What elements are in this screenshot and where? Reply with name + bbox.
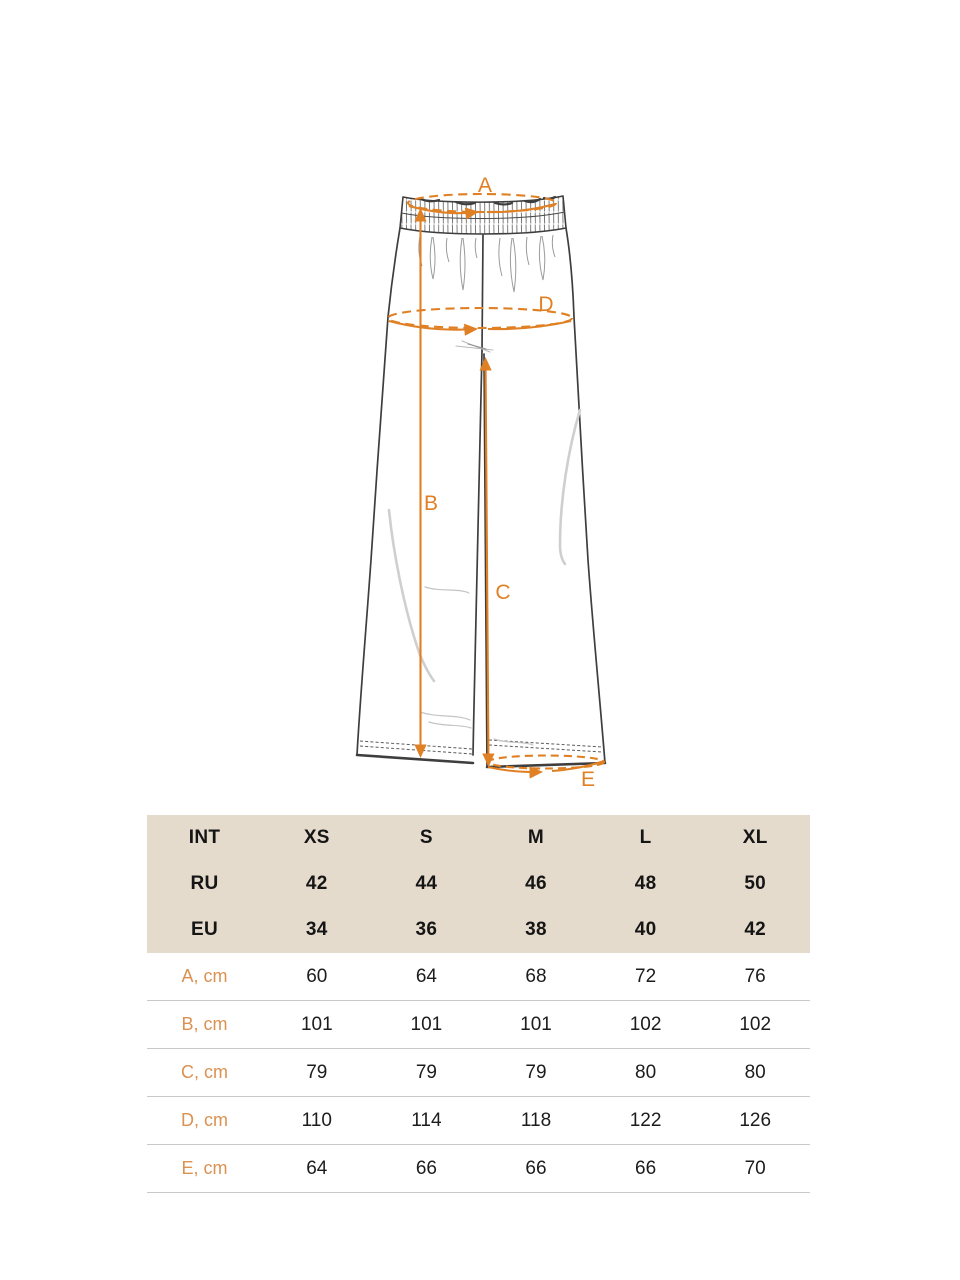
header-cell: 34 — [305, 919, 328, 940]
header-cell: 38 — [525, 919, 547, 940]
measurement-cell: 101 — [410, 1013, 443, 1035]
measurement-cell: 66 — [415, 1157, 437, 1179]
header-row-int — [147, 815, 810, 861]
measurement-cell: 79 — [306, 1061, 328, 1083]
measurement-cell: 70 — [744, 1157, 766, 1179]
measurement-row-c — [147, 1049, 810, 1097]
measurement-cell: 64 — [306, 1157, 328, 1179]
measurement-cell: 102 — [629, 1013, 662, 1035]
measurement-label-a: A — [477, 174, 493, 197]
header-row-eu — [147, 907, 810, 953]
measurement-cell: 80 — [635, 1061, 657, 1083]
measurement-cell: 118 — [520, 1109, 552, 1131]
measurement-cell: 114 — [411, 1109, 442, 1131]
measurement-cell: 110 — [301, 1109, 332, 1131]
header-cell: 50 — [744, 873, 767, 894]
measurement-cell: 126 — [739, 1109, 772, 1131]
size-table-header — [147, 815, 810, 953]
header-cell: L — [639, 827, 652, 848]
size-table-body — [147, 953, 810, 1193]
size-table — [147, 815, 810, 1193]
header-cell: XS — [303, 827, 330, 848]
measurement-cell: 122 — [629, 1109, 662, 1131]
measurement-cell: 101 — [300, 1013, 333, 1035]
measurement-cell: 68 — [525, 965, 547, 987]
measurement-label-c: C — [495, 581, 511, 604]
measurement-cell: 72 — [635, 965, 657, 987]
measurement-cell: 66 — [635, 1157, 657, 1179]
header-cell: 48 — [634, 873, 657, 894]
hem-stitching — [360, 740, 602, 754]
measurement-label-d: D — [538, 293, 554, 316]
measurement-cell: 101 — [520, 1013, 552, 1035]
header-cell: 42 — [744, 919, 767, 940]
header-cell: 36 — [415, 919, 438, 940]
measurement-row-label: E, cm — [181, 1158, 228, 1178]
pants-diagram-svg — [280, 140, 680, 830]
measurement-row-label: D, cm — [181, 1110, 228, 1130]
header-row-label: INT — [188, 827, 221, 848]
header-cell: XL — [742, 827, 768, 848]
measurement-row-a — [147, 953, 810, 1001]
header-cell: S — [419, 827, 433, 848]
measurement-row-d — [147, 1097, 810, 1145]
header-cell: M — [527, 827, 545, 848]
header-row-label: EU — [191, 919, 218, 940]
pants-diagram — [280, 140, 680, 830]
waistband — [400, 196, 566, 234]
measurement-cell: 76 — [744, 965, 766, 987]
header-cell: 40 — [634, 919, 657, 940]
header-row-label: RU — [190, 873, 219, 894]
measurement-row-label: C, cm — [181, 1062, 228, 1082]
measurement-row-label: A, cm — [181, 966, 228, 986]
measurement-cell: 60 — [306, 965, 328, 987]
measurement-cell: 80 — [744, 1061, 766, 1083]
header-cell: 46 — [525, 873, 547, 894]
measurement-cell: 64 — [415, 965, 437, 987]
measurement-label-e: E — [580, 768, 596, 791]
measurement-row-label: B, cm — [181, 1014, 228, 1034]
measurement-label-b: B — [423, 492, 439, 515]
measurement-cell: 66 — [525, 1157, 547, 1179]
measurement-cell: 102 — [739, 1013, 772, 1035]
measurement-row-b — [147, 1001, 810, 1049]
measurement-labels — [424, 174, 595, 791]
measurement-row-e — [147, 1145, 810, 1193]
measurement-cell: 79 — [415, 1061, 437, 1083]
header-cell: 42 — [305, 873, 328, 894]
measurement-cell: 79 — [525, 1061, 547, 1083]
header-cell: 44 — [415, 873, 438, 894]
waistband-gathers-below — [419, 235, 555, 292]
header-row-ru — [147, 861, 810, 907]
